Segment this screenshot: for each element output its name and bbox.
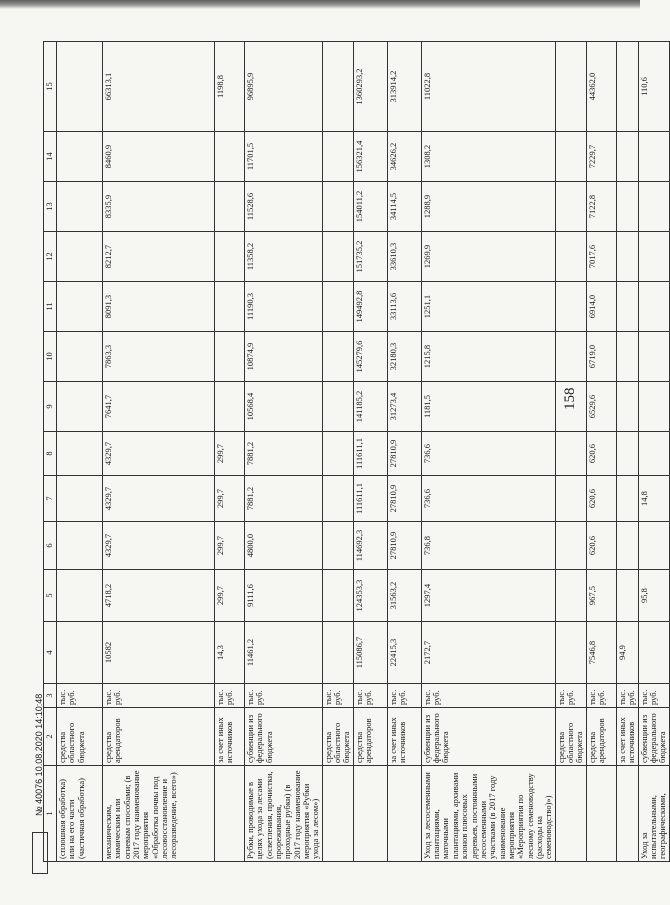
value-cell — [638, 182, 669, 232]
activity-description: Уход за испытательными, географическими, — [638, 766, 669, 862]
value-cell: 145279,6 — [353, 332, 387, 382]
value-cell: 34626,2 — [387, 132, 421, 182]
value-cell: 11022,8 — [421, 42, 555, 132]
value-cell — [322, 232, 353, 282]
value-cell: 7863,3 — [103, 332, 215, 382]
value-cell: 10874,9 — [245, 332, 323, 382]
value-cell — [215, 132, 245, 182]
table-row — [215, 42, 245, 862]
column-number: 5 — [44, 570, 57, 622]
funding-source: средства арендаторов — [353, 708, 387, 766]
value-cell — [215, 182, 245, 232]
column-number: 11 — [44, 282, 57, 332]
value-cell — [57, 432, 103, 476]
activity-description: Уход за лесосеменными плантациями, маточными плантациями, архивами клонов плюсовых деревьев, постоянными лесосеменными участками (в 2017 году наименование мероприятия «Мероприятия по лесному семеноводству (расходы на семеноводство)») — [421, 766, 555, 862]
activity-description — [387, 766, 421, 862]
value-cell: 4329,7 — [103, 522, 215, 570]
value-cell — [322, 332, 353, 382]
table-row — [245, 42, 323, 862]
value-cell: 33113,6 — [387, 282, 421, 332]
value-cell: 7229,7 — [586, 132, 616, 182]
value-cell: 7017,6 — [586, 232, 616, 282]
value-cell — [322, 42, 353, 132]
value-cell: 299,7 — [215, 570, 245, 622]
value-cell: 114692,3 — [353, 522, 387, 570]
value-cell: 115086,7 — [353, 622, 387, 684]
funding-source: за счет иных источников — [387, 708, 421, 766]
value-cell: 6529,6 — [586, 382, 616, 432]
value-cell — [322, 570, 353, 622]
unit: тыс. руб. — [245, 684, 323, 708]
value-cell — [322, 182, 353, 232]
value-cell — [616, 182, 638, 232]
value-cell — [57, 282, 103, 332]
value-cell: 14,8 — [638, 476, 669, 522]
value-cell — [616, 522, 638, 570]
registration-stamp-icon — [32, 832, 48, 874]
column-number: 13 — [44, 182, 57, 232]
funding-source: средства областного бюджета — [555, 708, 586, 766]
value-cell: 154011,2 — [353, 182, 387, 232]
value-cell: 14,3 — [215, 622, 245, 684]
value-cell: 6719,0 — [586, 332, 616, 382]
value-cell: 620,6 — [586, 476, 616, 522]
unit: тыс. руб. — [322, 684, 353, 708]
value-cell — [638, 232, 669, 282]
value-cell: 8460,9 — [103, 132, 215, 182]
value-cell: 11701,5 — [245, 132, 323, 182]
value-cell — [57, 522, 103, 570]
table-row — [616, 42, 638, 862]
table-row — [555, 42, 586, 862]
value-cell — [555, 282, 586, 332]
value-cell — [616, 132, 638, 182]
document-footer — [28, 693, 52, 874]
funding-source: средства арендаторов — [586, 708, 616, 766]
value-cell: 96895,9 — [245, 42, 323, 132]
value-cell — [616, 332, 638, 382]
value-cell — [638, 332, 669, 382]
column-number: 6 — [44, 522, 57, 570]
column-number: 3 — [44, 684, 57, 708]
unit: тыс. руб. — [387, 684, 421, 708]
value-cell: 11358,2 — [245, 232, 323, 282]
value-cell: 94,9 — [616, 622, 638, 684]
table-row — [322, 42, 353, 862]
table-row — [387, 42, 421, 862]
scan-edge — [0, 0, 640, 9]
value-cell — [322, 432, 353, 476]
unit: тыс. руб. — [57, 684, 103, 708]
value-cell: 22415,3 — [387, 622, 421, 684]
activity-description — [616, 766, 638, 862]
unit: тыс. руб. — [353, 684, 387, 708]
value-cell — [555, 182, 586, 232]
value-cell: 7881,2 — [245, 432, 323, 476]
value-cell: 7641,7 — [103, 382, 215, 432]
value-cell — [215, 332, 245, 382]
value-cell: 4718,2 — [103, 570, 215, 622]
value-cell: 4329,7 — [103, 476, 215, 522]
unit: тыс. руб. — [421, 684, 555, 708]
value-cell: 111611,1 — [353, 432, 387, 476]
value-cell — [616, 232, 638, 282]
value-cell: 620,6 — [586, 432, 616, 476]
value-cell: 299,7 — [215, 476, 245, 522]
unit: тыс. руб. — [616, 684, 638, 708]
value-cell — [638, 432, 669, 476]
activity-description — [215, 766, 245, 862]
value-cell: 33610,3 — [387, 232, 421, 282]
unit: тыс. руб. — [586, 684, 616, 708]
value-cell: 110,6 — [638, 42, 669, 132]
value-cell: 10568,4 — [245, 382, 323, 432]
table-row — [421, 42, 555, 862]
value-cell: 31563,2 — [387, 570, 421, 622]
value-cell: 111611,1 — [353, 476, 387, 522]
value-cell: 313914,2 — [387, 42, 421, 132]
activity-description: (сплошная обработка) или на его части (частичная обработка) — [57, 766, 103, 862]
value-cell: 27810,9 — [387, 522, 421, 570]
funding-source: субвенции из федерального бюджета — [245, 708, 323, 766]
document-reference: № 40076 10.08.2020 14:10:48 — [34, 693, 44, 816]
program-budget-table — [43, 41, 670, 862]
activity-description: механическим, химическим или огневым способами; (в 2017 году наименование мероприятия «Обработка почвы под лесовосстановление и лесоразведение, всего») — [103, 766, 215, 862]
column-number: 9 — [44, 382, 57, 432]
value-cell: 10582 — [103, 622, 215, 684]
value-cell — [215, 232, 245, 282]
value-cell: 1181,5 — [421, 382, 555, 432]
value-cell — [616, 432, 638, 476]
table-row — [57, 42, 103, 862]
value-cell — [215, 382, 245, 432]
value-cell — [638, 132, 669, 182]
value-cell — [638, 522, 669, 570]
value-cell: 620,6 — [586, 522, 616, 570]
value-cell: 27810,9 — [387, 432, 421, 476]
table-row — [353, 42, 387, 862]
value-cell — [616, 476, 638, 522]
value-cell — [215, 282, 245, 332]
funding-source: средства областного бюджета — [57, 708, 103, 766]
column-number: 4 — [44, 622, 57, 684]
value-cell — [555, 382, 586, 432]
value-cell — [57, 476, 103, 522]
value-cell: 66313,1 — [103, 42, 215, 132]
value-cell: 156321,4 — [353, 132, 387, 182]
value-cell: 11190,3 — [245, 282, 323, 332]
value-cell — [638, 382, 669, 432]
value-cell: 1308,2 — [421, 132, 555, 182]
table-row — [638, 42, 669, 862]
value-cell: 7122,8 — [586, 182, 616, 232]
column-number: 8 — [44, 432, 57, 476]
value-cell: 1269,9 — [421, 232, 555, 282]
funding-source: за счет иных источников — [215, 708, 245, 766]
value-cell — [57, 132, 103, 182]
value-cell — [322, 476, 353, 522]
column-number: 12 — [44, 232, 57, 282]
value-cell: 95,8 — [638, 570, 669, 622]
value-cell — [616, 382, 638, 432]
value-cell — [57, 232, 103, 282]
value-cell: 7881,2 — [245, 476, 323, 522]
value-cell: 736,6 — [421, 476, 555, 522]
value-cell — [616, 570, 638, 622]
value-cell: 124353,3 — [353, 570, 387, 622]
table-body — [44, 42, 670, 862]
value-cell — [555, 132, 586, 182]
value-cell — [638, 622, 669, 684]
activity-description — [322, 766, 353, 862]
value-cell — [616, 42, 638, 132]
value-cell: 2172,7 — [421, 622, 555, 684]
value-cell: 1198,8 — [215, 42, 245, 132]
value-cell: 149492,8 — [353, 282, 387, 332]
value-cell — [638, 282, 669, 332]
value-cell — [57, 332, 103, 382]
value-cell: 4329,7 — [103, 432, 215, 476]
value-cell: 141185,2 — [353, 382, 387, 432]
value-cell: 299,7 — [215, 522, 245, 570]
column-number: 10 — [44, 332, 57, 382]
value-cell: 1251,1 — [421, 282, 555, 332]
funding-source: за счет иных источников — [616, 708, 638, 766]
activity-description — [353, 766, 387, 862]
value-cell: 8212,7 — [103, 232, 215, 282]
value-cell: 4800,0 — [245, 522, 323, 570]
unit: тыс. руб. — [215, 684, 245, 708]
value-cell: 11528,6 — [245, 182, 323, 232]
column-number: 15 — [44, 42, 57, 132]
value-cell: 27810,9 — [387, 476, 421, 522]
value-cell: 7546,8 — [586, 622, 616, 684]
value-cell — [555, 432, 586, 476]
value-cell — [555, 476, 586, 522]
value-cell: 34114,5 — [387, 182, 421, 232]
column-number: 2 — [44, 708, 57, 766]
value-cell — [555, 232, 586, 282]
unit: тыс. руб. — [103, 684, 215, 708]
value-cell: 44362,0 — [586, 42, 616, 132]
value-cell: 8335,9 — [103, 182, 215, 232]
value-cell — [57, 622, 103, 684]
column-number: 14 — [44, 132, 57, 182]
value-cell: 9111,6 — [245, 570, 323, 622]
value-cell: 32180,3 — [387, 332, 421, 382]
unit: тыс. руб. — [638, 684, 669, 708]
rotated-table-container — [43, 42, 668, 862]
column-number: 1 — [44, 766, 57, 862]
value-cell: 11461,2 — [245, 622, 323, 684]
column-number: 7 — [44, 476, 57, 522]
value-cell: 1215,8 — [421, 332, 555, 382]
activity-description: Рубки, проводимые в целях ухода за лесами (осветления, прочистки, прореживания, проходные рубки) (в 2017 году наименование мероприятия «Рубки ухода за лесом») — [245, 766, 323, 862]
value-cell — [57, 570, 103, 622]
value-cell: 31273,4 — [387, 382, 421, 432]
value-cell — [322, 282, 353, 332]
table-row — [103, 42, 215, 862]
value-cell — [57, 382, 103, 432]
value-cell — [322, 132, 353, 182]
value-cell — [57, 182, 103, 232]
value-cell: 736,6 — [421, 432, 555, 476]
value-cell: 1288,9 — [421, 182, 555, 232]
unit: тыс. руб. — [555, 684, 586, 708]
activity-description — [586, 766, 616, 862]
value-cell: 151735,2 — [353, 232, 387, 282]
value-cell — [322, 622, 353, 684]
value-cell: 299,7 — [215, 432, 245, 476]
page-number: 158 — [562, 387, 578, 410]
value-cell — [555, 522, 586, 570]
value-cell — [555, 332, 586, 382]
funding-source: средства областного бюджета — [322, 708, 353, 766]
value-cell: 736,8 — [421, 522, 555, 570]
value-cell: 6914,0 — [586, 282, 616, 332]
table-row — [586, 42, 616, 862]
value-cell: 1297,4 — [421, 570, 555, 622]
value-cell — [555, 570, 586, 622]
value-cell: 967,5 — [586, 570, 616, 622]
value-cell: 8091,3 — [103, 282, 215, 332]
value-cell: 1360293,2 — [353, 42, 387, 132]
funding-source: субвенции из федерального бюджета — [421, 708, 555, 766]
value-cell — [57, 42, 103, 132]
value-cell — [555, 622, 586, 684]
funding-source: средства арендаторов — [103, 708, 215, 766]
value-cell — [322, 522, 353, 570]
value-cell — [555, 42, 586, 132]
value-cell — [322, 382, 353, 432]
activity-description — [555, 766, 586, 862]
value-cell — [616, 282, 638, 332]
funding-source: субвенции из федерального бюджета — [638, 708, 669, 766]
